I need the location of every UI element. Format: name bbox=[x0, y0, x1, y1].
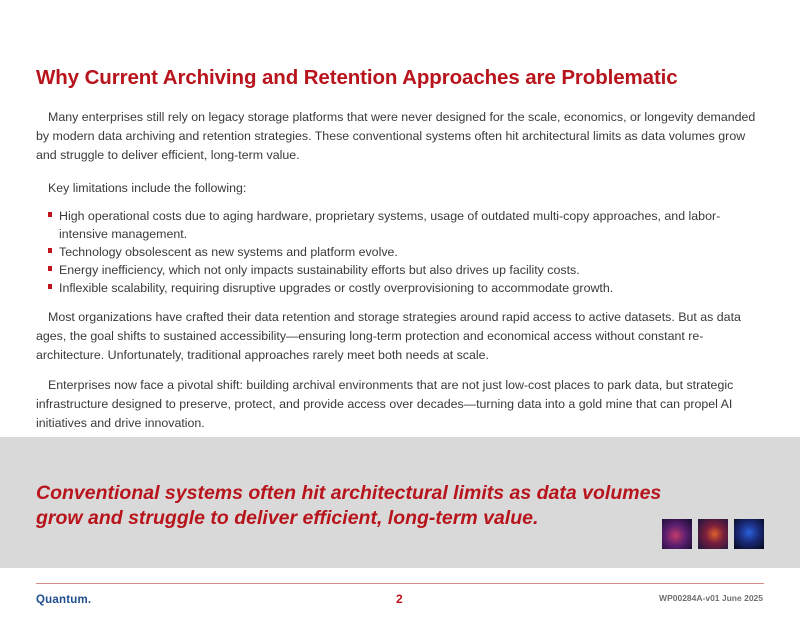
organizations-text: Most organizations have crafted their data retention and storage strategies around rapid access to active datasets. But as data ages, the goal shifts to sustained accessibility—ensuring long-term protection and economical access without constant re-architecture. Unfortunately, traditional approaches rarely meet both needs at scale. bbox=[36, 310, 741, 362]
intro-paragraph bbox=[36, 108, 768, 165]
bullet-text: Inflexible scalability, requiring disruptive upgrades or costly overprovisioning to accommodate growth. bbox=[59, 281, 614, 295]
blue-network-image bbox=[734, 519, 764, 549]
section-heading: Why Current Archiving and Retention Approaches are Problematic bbox=[36, 66, 678, 89]
bullet-icon bbox=[48, 212, 52, 217]
pivotal-text: Enterprises now face a pivotal shift: building archival environments that are not just low-cost places to park data, but strategic infrastructure designed to preserve, protect, and provide access over decades—turning data into a gold mine that can propel AI initiatives and drive innovation. bbox=[36, 378, 734, 430]
organizations-paragraph bbox=[36, 308, 768, 365]
bullet-text: Energy inefficiency, which not only impacts sustainability efforts but also drives up facility costs. bbox=[59, 263, 580, 277]
bullet-text: High operational costs due to aging hardware, proprietary systems, usage of outdated multi-copy approaches, and labor-intensive management. bbox=[59, 209, 721, 241]
document-id: WP00284A-v01 June 2025 bbox=[659, 593, 763, 603]
list-item bbox=[48, 207, 748, 243]
pivotal-paragraph bbox=[36, 376, 768, 433]
quantum-logo: Quantum. bbox=[36, 594, 92, 606]
bullet-icon bbox=[48, 248, 52, 253]
key-limitations-paragraph bbox=[36, 179, 768, 198]
pull-quote: Conventional systems often hit architectural limits as data volumes grow and struggle to deliver efficient, long-term value. bbox=[36, 482, 662, 529]
intro-text: Many enterprises still rely on legacy storage platforms that were never designed for the scale, economics, or longevity demanded by modern data archiving and retention strategies. These conventional systems often hit architectural limits as data volumes grow and struggle to deliver efficient, long-term value. bbox=[36, 110, 756, 162]
purple-network-image bbox=[662, 519, 692, 549]
orange-network-image bbox=[698, 519, 728, 549]
key-limitations-text: Key limitations include the following: bbox=[48, 181, 247, 195]
list-item bbox=[48, 261, 748, 279]
bullet-icon bbox=[48, 284, 52, 289]
bullet-icon bbox=[48, 266, 52, 271]
bullet-text: Technology obsolescent as new systems and platform evolve. bbox=[59, 245, 398, 259]
limitations-list bbox=[48, 207, 748, 297]
footer-divider bbox=[36, 583, 764, 584]
list-item bbox=[48, 279, 748, 297]
list-item bbox=[48, 243, 748, 261]
page-number: 2 bbox=[396, 592, 403, 606]
